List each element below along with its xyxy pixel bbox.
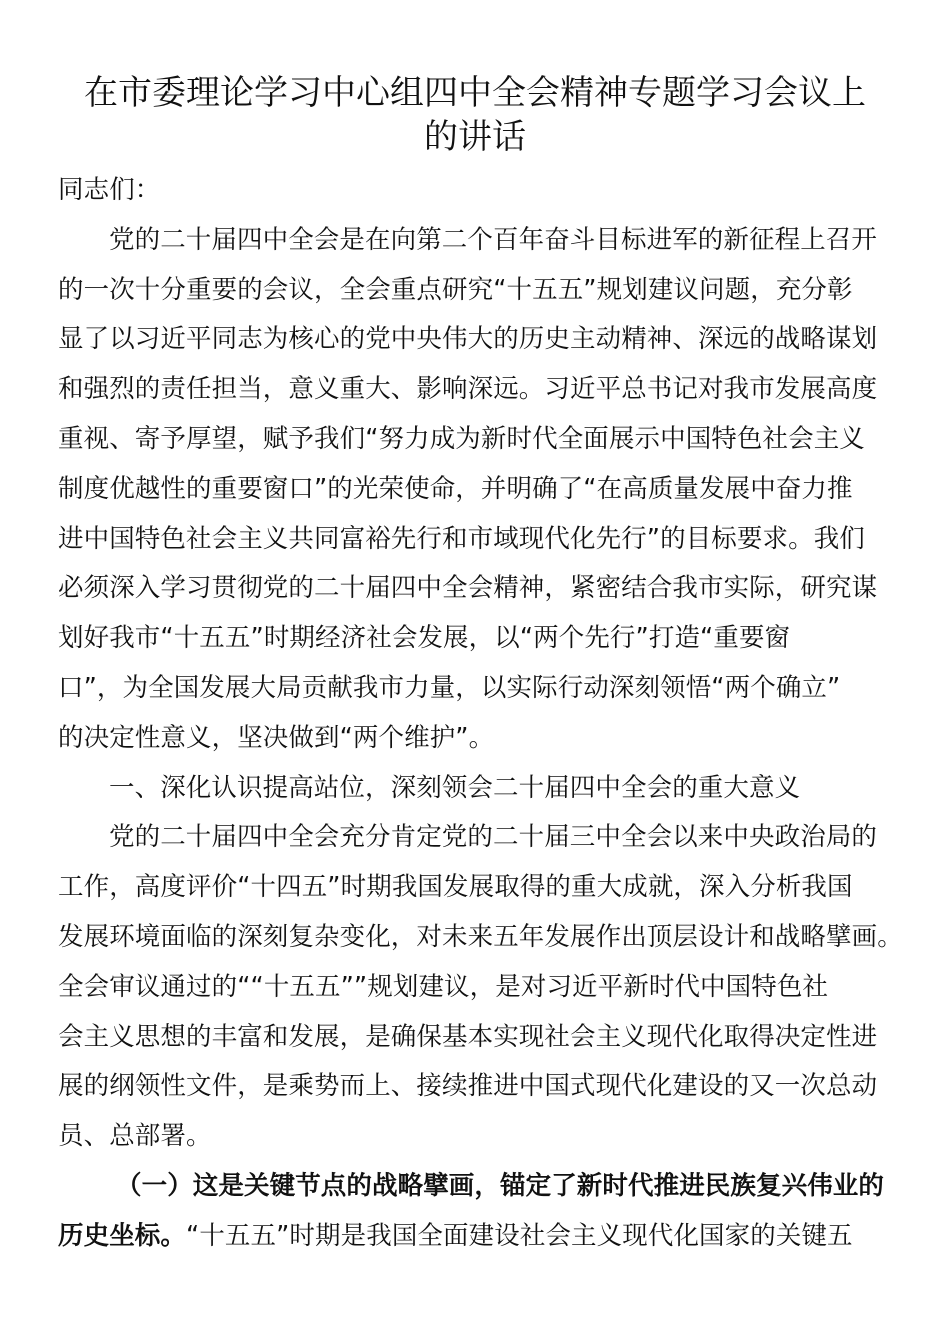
title-line-1: 在市委理论学习中心组四中全会精神专题学习会议上 [84, 73, 866, 113]
document-body [58, 166, 903, 1262]
salutation: 同志们： [58, 175, 161, 205]
title-line-2: 的讲话 [424, 117, 526, 157]
paragraph-line: 工作，高度评价“十四五”时期我国发展取得的重大成就，深入分析我国 [58, 872, 853, 903]
paragraph-line: 进中国特色社会主义共同富裕先行和市域现代化先行”的目标要求。我们 [58, 523, 865, 554]
subsection-text: “十五五”时期是我国全面建设社会主义现代化国家的关键五 [186, 1220, 853, 1251]
subsection-1 [58, 1162, 888, 1262]
paragraph-1 [58, 216, 888, 764]
paragraph-line: 展的纲领性文件，是乘势而上、接续推进中国式现代化建设的又一次总动 [58, 1071, 878, 1102]
paragraph-line: 员、总部署。 [58, 1121, 212, 1152]
document-title [40, 71, 910, 159]
paragraph-line: 会主义思想的丰富和发展，是确保基本实现社会主义现代化取得决定性进 [58, 1021, 878, 1052]
paragraph-line: 重视、寄予厚望，赋予我们“努力成为新时代全面展示中国特色社会主义 [58, 423, 865, 454]
subsection-heading: （一）这是关键节点的战略擘画，锚定了新时代推进民族复兴伟业的 [116, 1170, 885, 1201]
paragraph-line: 口”，为全国发展大局贡献我市力量，以实际行动深刻领悟“两个确立” [58, 672, 841, 703]
paragraph-line: 的决定性意义，坚决做到“两个维护”。 [58, 722, 495, 753]
paragraph-line: 制度优越性的重要窗口”的光荣使命，并明确了“在高质量发展中奋力推 [58, 473, 853, 504]
paragraph-line: 的一次十分重要的会议，全会重点研究“十五五”规划建议问题，充分彰 [58, 274, 853, 305]
paragraph-line: 必须深入学习贯彻党的二十届四中全会精神，紧密结合我市实际，研究谋 [58, 573, 878, 604]
section-heading-1: 一、深化认识提高站位，深刻领会二十届四中全会的重大意义 [109, 772, 801, 803]
paragraph-line: 划好我市“十五五”时期经济社会发展，以“两个先行”打造“重要窗 [58, 623, 791, 654]
paragraph-line: 显了以习近平同志为核心的党中央伟大的历史主动精神、深远的战略谋划 [58, 324, 878, 355]
paragraph-line: 党的二十届四中全会充分肯定党的二十届三中全会以来中央政治局的 [109, 822, 878, 853]
subsection-line [58, 1212, 888, 1262]
paragraph-line: 全会审议通过的““十五五””规划建议，是对习近平新时代中国特色社 [58, 971, 829, 1002]
paragraph-line: 党的二十届四中全会是在向第二个百年奋斗目标进军的新征程上召开 [109, 224, 878, 255]
paragraph-2 [58, 813, 903, 1162]
subsection-heading-end: 历史坐标。 [58, 1220, 187, 1251]
paragraph-line: 发展环境面临的深刻复杂变化，对未来五年发展作出顶层设计和战略擘画。 [58, 921, 903, 952]
paragraph-line: 和强烈的责任担当，意义重大、影响深远。习近平总书记对我市发展高度 [58, 374, 878, 405]
